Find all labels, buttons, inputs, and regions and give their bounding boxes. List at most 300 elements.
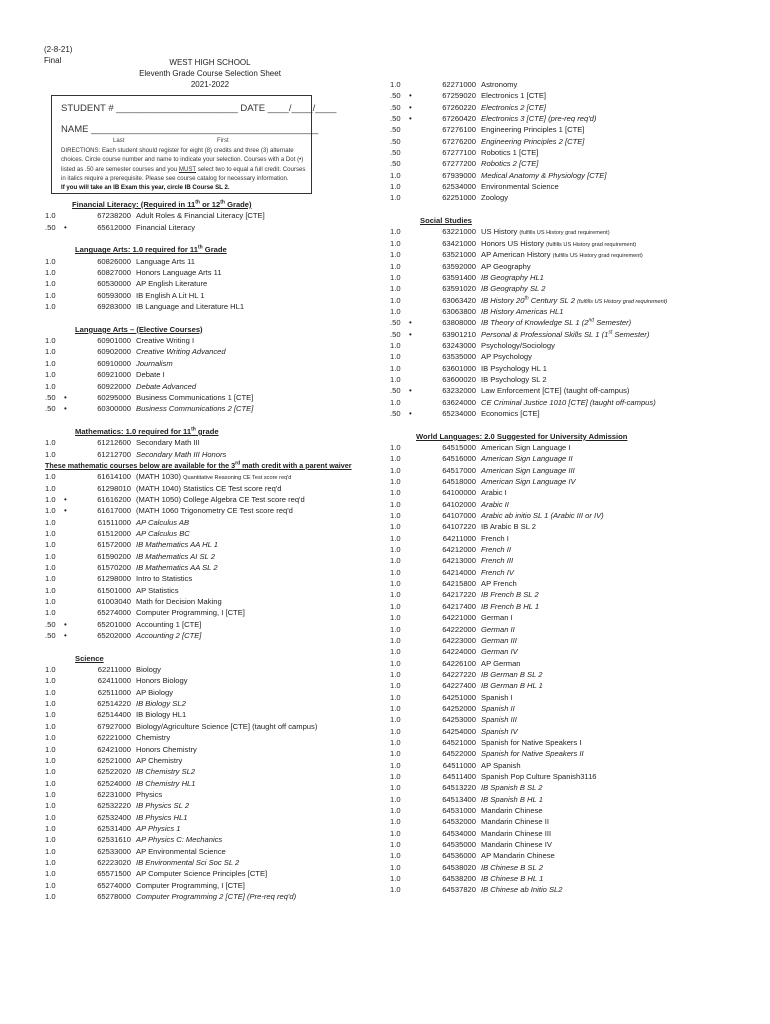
course-row-64212000[interactable]: [390, 544, 730, 555]
course-code[interactable]: 64100000: [442, 488, 476, 498]
course-row-60827000[interactable]: [45, 267, 385, 278]
course-name[interactable]: IB French B HL 1: [481, 601, 540, 611]
course-code[interactable]: 62534000: [442, 182, 476, 192]
course-code[interactable]: 63624000: [442, 397, 476, 407]
course-row-63601000[interactable]: [390, 363, 730, 374]
course-name[interactable]: IB Language and Literature HL1: [136, 302, 245, 312]
course-name[interactable]: Spanish I: [481, 692, 513, 702]
course-row-62532400[interactable]: [45, 812, 385, 823]
course-name[interactable]: Robotics 1 [CTE]: [481, 148, 539, 158]
course-name[interactable]: Mandarin Chinese: [481, 806, 543, 815]
course-name[interactable]: German II: [481, 624, 515, 634]
course-code[interactable]: 64227400: [442, 681, 476, 691]
course-name[interactable]: IB Geography HL1: [481, 272, 544, 282]
course-row-64221000[interactable]: [390, 612, 730, 623]
course-code[interactable]: 64107000: [442, 511, 476, 521]
course-name[interactable]: Mandarin Chinese IV: [481, 840, 552, 850]
course-name[interactable]: Biology/Agriculture Science [CTE] (taught off campus): [136, 721, 318, 731]
course-row-62533000[interactable]: [45, 846, 385, 857]
course-name[interactable]: Arabic I: [481, 488, 507, 498]
course-row-64538200[interactable]: [390, 873, 730, 884]
name-field[interactable]: NAME ___________________________________________: [61, 124, 319, 135]
course-name[interactable]: Spanish for Native Speakers I: [481, 737, 582, 747]
course-row-60921000[interactable]: [45, 369, 385, 380]
course-code[interactable]: 67260220: [442, 102, 476, 112]
course-name[interactable]: Robotics 2 [CTE]: [481, 159, 539, 169]
course-row-64227400[interactable]: [390, 680, 730, 691]
course-code[interactable]: 67276100: [442, 125, 476, 135]
course-code[interactable]: 62211000: [97, 665, 131, 675]
course-row-63063800[interactable]: [390, 306, 730, 317]
course-code[interactable]: 63592000: [442, 261, 476, 271]
course-name[interactable]: AP Mandarin Chinese: [481, 851, 555, 861]
course-name[interactable]: IB Chemistry HL1: [136, 778, 196, 788]
course-row-67260420[interactable]: [390, 113, 730, 124]
course-code[interactable]: 61511000: [97, 517, 131, 527]
course-name[interactable]: Debate I: [136, 370, 165, 380]
course-row-65234000[interactable]: [390, 408, 730, 419]
course-row-63521000[interactable]: [390, 249, 730, 260]
course-row-61003040[interactable]: [45, 596, 385, 607]
course-name[interactable]: Creative Writing Advanced: [136, 347, 226, 357]
course-code[interactable]: 64102000: [442, 499, 476, 509]
course-name[interactable]: Secondary Math III Honors: [136, 449, 227, 459]
course-row-67260220[interactable]: [390, 102, 730, 113]
course-code[interactable]: 61614100: [97, 472, 131, 482]
course-name[interactable]: Honors US History (fulfills US History grad requirement): [481, 238, 637, 248]
course-code[interactable]: 60300000: [97, 404, 131, 414]
course-code[interactable]: 61616200: [97, 494, 131, 504]
course-row-62531610[interactable]: [45, 834, 385, 845]
course-code[interactable]: 61501000: [97, 585, 131, 595]
course-name[interactable]: Electronics 2 [CTE]: [481, 102, 546, 112]
course-name[interactable]: AP German: [481, 658, 521, 668]
course-name[interactable]: Accounting 1 [CTE]: [136, 619, 202, 629]
course-row-63591400[interactable]: [390, 272, 730, 283]
course-row-60300000[interactable]: [45, 403, 385, 414]
course-code[interactable]: 64538020: [442, 862, 476, 872]
course-code[interactable]: 64534000: [442, 828, 476, 838]
course-name[interactable]: Zoology: [481, 193, 509, 203]
course-code[interactable]: 64213000: [442, 556, 476, 566]
course-row-64517000[interactable]: [390, 465, 730, 476]
course-code[interactable]: 60530000: [97, 279, 131, 289]
course-name[interactable]: IB German B SL 2: [481, 669, 543, 679]
course-name[interactable]: IB Physics HL1: [136, 812, 188, 822]
course-name[interactable]: Language Arts 11: [136, 256, 195, 266]
course-row-63600020[interactable]: [390, 374, 730, 385]
course-row-62211000[interactable]: [45, 664, 385, 675]
course-row-62522020[interactable]: [45, 766, 385, 777]
course-row-64213000[interactable]: [390, 555, 730, 566]
course-code[interactable]: 62411000: [97, 676, 131, 686]
course-code[interactable]: 62511000: [97, 687, 131, 697]
course-code[interactable]: 62532400: [97, 812, 131, 822]
course-row-61614100[interactable]: [45, 471, 385, 482]
course-code[interactable]: 60826000: [97, 256, 131, 266]
course-row-64537820[interactable]: [390, 884, 730, 895]
course-name[interactable]: Electronics 1 [CTE]: [481, 91, 546, 101]
course-code[interactable]: 60901000: [97, 336, 131, 346]
course-name[interactable]: IB Spanish B SL 2: [481, 783, 543, 793]
course-name[interactable]: Astronomy: [481, 80, 518, 89]
course-name[interactable]: AP Physics C: Mechanics: [136, 835, 223, 845]
course-code[interactable]: 65571500: [97, 869, 131, 879]
course-code[interactable]: 63591020: [442, 284, 476, 294]
course-code[interactable]: 64226100: [442, 658, 476, 668]
course-name[interactable]: Spanish III: [481, 715, 517, 725]
course-code[interactable]: 63063800: [442, 306, 476, 316]
course-row-61572000[interactable]: [45, 539, 385, 550]
course-code[interactable]: 64252000: [442, 703, 476, 713]
course-name[interactable]: IB Mathematics AA HL 1: [136, 540, 219, 550]
course-row-64511000[interactable]: [390, 760, 730, 771]
course-row-63063420[interactable]: [390, 295, 730, 306]
course-code[interactable]: 63232000: [442, 386, 476, 396]
course-code[interactable]: 64221000: [442, 613, 476, 623]
course-name[interactable]: Accounting 2 [CTE]: [136, 631, 202, 641]
course-code[interactable]: 67260420: [442, 114, 476, 124]
course-row-64536000[interactable]: [390, 850, 730, 861]
course-code[interactable]: 64513220: [442, 783, 476, 793]
course-code[interactable]: 64217220: [442, 590, 476, 600]
course-row-63592000[interactable]: [390, 261, 730, 272]
course-row-61298010[interactable]: [45, 483, 385, 494]
course-name[interactable]: AP French: [481, 579, 517, 589]
course-code[interactable]: 64227220: [442, 669, 476, 679]
course-code[interactable]: 67277100: [442, 148, 476, 158]
course-row-62411000[interactable]: [45, 675, 385, 686]
course-name[interactable]: Mandarin Chinese III: [481, 828, 552, 838]
course-name[interactable]: IB Arabic B SL 2: [481, 522, 537, 532]
course-name[interactable]: Honors Language Arts 11: [136, 268, 222, 278]
course-name[interactable]: AP Environmental Science: [136, 846, 226, 856]
course-code[interactable]: 64535000: [442, 840, 476, 850]
course-row-67277100[interactable]: [390, 147, 730, 158]
course-row-64516000[interactable]: [390, 453, 730, 464]
course-code[interactable]: 61617000: [97, 506, 131, 516]
course-row-64532000[interactable]: [390, 816, 730, 827]
course-code[interactable]: 64107220: [442, 522, 476, 532]
course-code[interactable]: 62271000: [442, 80, 476, 89]
course-code[interactable]: 64211000: [442, 533, 476, 543]
course-row-62531400[interactable]: [45, 823, 385, 834]
course-row-63243000[interactable]: [390, 340, 730, 351]
course-name[interactable]: IB History Americas HL1: [481, 306, 564, 316]
course-row-61512000[interactable]: [45, 528, 385, 539]
course-name[interactable]: AP English Literature: [136, 279, 208, 289]
course-name[interactable]: AP Physics 1: [136, 823, 181, 833]
course-row-67259020[interactable]: [390, 90, 730, 101]
course-code[interactable]: 62532220: [97, 801, 131, 811]
course-code[interactable]: 64532000: [442, 817, 476, 827]
course-name[interactable]: Engineering Principles 2 [CTE]: [481, 136, 585, 146]
course-row-64513400[interactable]: [390, 794, 730, 805]
course-row-64511400[interactable]: [390, 771, 730, 782]
course-row-62223020[interactable]: [45, 857, 385, 868]
course-name[interactable]: US History (fulfills US History grad requirement): [481, 227, 610, 237]
course-name[interactable]: IB Chinese B SL 2: [481, 862, 543, 872]
course-code[interactable]: 64224000: [442, 647, 476, 657]
course-code[interactable]: 63221000: [442, 227, 476, 237]
course-row-60826000[interactable]: [45, 256, 385, 267]
course-code[interactable]: 64536000: [442, 851, 476, 861]
course-row-61617000[interactable]: [45, 505, 385, 516]
course-row-64226100[interactable]: [390, 658, 730, 669]
course-name[interactable]: Math for Decision Making: [136, 597, 222, 607]
course-name[interactable]: Debate Advanced: [136, 381, 197, 391]
course-row-62221000[interactable]: [45, 732, 385, 743]
course-row-62511000[interactable]: [45, 687, 385, 698]
course-code[interactable]: 67277200: [442, 159, 476, 169]
course-code[interactable]: 62514220: [97, 699, 131, 709]
course-code[interactable]: 62251000: [442, 193, 476, 203]
course-code[interactable]: 67927000: [97, 721, 131, 731]
course-name[interactable]: AP Statistics: [136, 585, 179, 595]
course-code[interactable]: 62231000: [97, 789, 131, 799]
course-code[interactable]: 65278000: [97, 891, 131, 901]
course-name[interactable]: IB Theory of Knowledge SL 1 (2nd Semester): [481, 317, 632, 328]
course-code[interactable]: 61212700: [97, 449, 131, 459]
course-name[interactable]: American Sign Language II: [481, 454, 573, 464]
course-code[interactable]: 64521000: [442, 737, 476, 747]
course-code[interactable]: 62514400: [97, 710, 131, 720]
course-code[interactable]: 63808000: [442, 318, 476, 328]
course-row-64535000[interactable]: [390, 839, 730, 850]
course-name[interactable]: CE Criminal Justice 1010 [CTE] (taught off-campus): [481, 397, 656, 407]
course-row-67276100[interactable]: [390, 124, 730, 135]
course-name[interactable]: IB French B SL 2: [481, 590, 539, 600]
course-code[interactable]: 60827000: [97, 268, 131, 278]
course-code[interactable]: 60593000: [97, 290, 131, 300]
course-name[interactable]: Spanish Pop Culture Spanish3116: [481, 771, 597, 781]
course-code[interactable]: 61212600: [97, 438, 131, 448]
course-name[interactable]: Intro to Statistics: [136, 574, 193, 584]
course-name[interactable]: Computer Programming 2 [CTE] (Pre-req req'd): [136, 891, 297, 901]
course-code[interactable]: 64214000: [442, 567, 476, 577]
course-name[interactable]: IB Spanish B HL 1: [481, 794, 543, 804]
course-row-63901210[interactable]: [390, 329, 730, 340]
course-name[interactable]: Business Communications 1 [CTE]: [136, 392, 254, 402]
course-row-62271000[interactable]: [390, 79, 730, 90]
course-row-61501000[interactable]: [45, 585, 385, 596]
course-name[interactable]: Journalism: [136, 358, 173, 368]
course-code[interactable]: 67276200: [442, 136, 476, 146]
course-name[interactable]: IB Psychology SL 2: [481, 374, 547, 384]
course-code[interactable]: 64518000: [442, 477, 476, 487]
course-name[interactable]: IB Chinese ab Initio SL2: [481, 885, 563, 895]
course-code[interactable]: 62421000: [97, 744, 131, 754]
course-code[interactable]: 62531610: [97, 835, 131, 845]
course-code[interactable]: 64511400: [442, 771, 476, 781]
course-row-63221000[interactable]: [390, 226, 730, 237]
course-name[interactable]: AP Calculus BC: [136, 528, 190, 538]
course-row-67277200[interactable]: [390, 158, 730, 169]
course-row-63808000[interactable]: [390, 317, 730, 328]
course-name[interactable]: AP Psychology: [481, 352, 532, 362]
course-name[interactable]: IB Chemistry SL2: [136, 767, 196, 777]
course-row-64107000[interactable]: [390, 510, 730, 521]
course-name[interactable]: IB Biology HL1: [136, 710, 187, 720]
course-code[interactable]: 64254000: [442, 726, 476, 736]
course-name[interactable]: AP Spanish: [481, 760, 521, 770]
course-code[interactable]: 65202000: [97, 631, 131, 641]
course-code[interactable]: 60902000: [97, 347, 131, 357]
course-row-63232000[interactable]: [390, 385, 730, 396]
course-row-64107220[interactable]: [390, 521, 730, 532]
course-code[interactable]: 61298000: [97, 574, 131, 584]
course-name[interactable]: IB History 20th Century SL 2 (fulfills US History grad requirement): [481, 295, 668, 305]
course-name[interactable]: American Sign Language I: [481, 443, 571, 452]
course-name[interactable]: Biology: [136, 665, 161, 675]
course-name[interactable]: AP Chemistry: [136, 755, 183, 765]
course-row-65202000[interactable]: [45, 630, 385, 641]
course-name[interactable]: IB Mathematics AI SL 2: [136, 551, 215, 561]
course-name[interactable]: German IV: [481, 647, 518, 657]
course-code[interactable]: 63521000: [442, 250, 476, 260]
course-name[interactable]: Arabic ab initio SL 1 (Arabic III or IV): [481, 511, 604, 521]
course-row-61590200[interactable]: [45, 551, 385, 562]
course-row-61511000[interactable]: [45, 517, 385, 528]
course-name[interactable]: French II: [481, 545, 511, 555]
course-row-60910000[interactable]: [45, 358, 385, 369]
course-row-69283000[interactable]: [45, 301, 385, 312]
course-name[interactable]: Environmental Science: [481, 182, 559, 192]
course-code[interactable]: 63063420: [442, 295, 476, 305]
course-row-60902000[interactable]: [45, 346, 385, 357]
course-row-67238200[interactable]: [45, 210, 385, 221]
course-name[interactable]: Adult Roles & Financial Literacy [CTE]: [136, 211, 265, 221]
course-code[interactable]: 63243000: [442, 340, 476, 350]
course-code[interactable]: 65201000: [97, 619, 131, 629]
course-name[interactable]: French IV: [481, 567, 514, 577]
course-code[interactable]: 61570200: [97, 563, 131, 572]
course-row-64100000[interactable]: [390, 487, 730, 498]
course-name[interactable]: IB Physics SL 2: [136, 801, 190, 811]
course-name[interactable]: Computer Programming, I [CTE]: [136, 608, 245, 618]
course-code[interactable]: 65274000: [97, 880, 131, 890]
course-code[interactable]: 60910000: [97, 358, 131, 368]
course-name[interactable]: IB English A Lit HL 1: [136, 290, 205, 300]
course-row-64515000[interactable]: [390, 442, 730, 453]
course-name[interactable]: (MATH 1040) Statistics CE Test score req'd: [136, 483, 282, 493]
course-name[interactable]: French I: [481, 533, 509, 543]
course-row-62251000[interactable]: [390, 192, 730, 203]
course-row-61212600[interactable]: [45, 437, 385, 448]
course-name[interactable]: AP Geography: [481, 261, 531, 271]
course-code[interactable]: 64212000: [442, 545, 476, 555]
course-name[interactable]: AP Calculus AB: [136, 517, 190, 527]
course-code[interactable]: 64217400: [442, 601, 476, 611]
course-row-60922000[interactable]: [45, 381, 385, 392]
course-row-67927000[interactable]: [45, 721, 385, 732]
course-code[interactable]: 64517000: [442, 465, 476, 475]
course-row-62534000[interactable]: [390, 181, 730, 192]
course-name[interactable]: Personal & Professional Skills SL 1 (1st Semester): [481, 329, 650, 339]
course-name[interactable]: (MATH 1030) Quantitative Reasoning CE Test score req'd: [136, 472, 292, 482]
course-code[interactable]: 67939000: [442, 170, 476, 180]
course-code[interactable]: 64515000: [442, 443, 476, 452]
course-code[interactable]: 64253000: [442, 715, 476, 725]
course-name[interactable]: AP Computer Science Principles [CTE]: [136, 869, 268, 879]
course-row-65274000[interactable]: [45, 880, 385, 891]
course-row-64518000[interactable]: [390, 476, 730, 487]
course-code[interactable]: 63601000: [442, 363, 476, 373]
course-name[interactable]: AP Biology: [136, 687, 174, 697]
course-row-60530000[interactable]: [45, 278, 385, 289]
course-name[interactable]: Arabic II: [481, 499, 509, 509]
course-code[interactable]: 62524000: [97, 778, 131, 788]
course-row-65612000[interactable]: [45, 222, 385, 233]
course-name[interactable]: Medical Anatomy & Physiology [CTE]: [481, 170, 607, 180]
course-row-64222000[interactable]: [390, 624, 730, 635]
course-row-61570200[interactable]: [45, 562, 385, 573]
course-code[interactable]: 62533000: [97, 846, 131, 856]
course-name[interactable]: Physics: [136, 789, 163, 799]
course-code[interactable]: 64223000: [442, 635, 476, 645]
course-row-64211000[interactable]: [390, 533, 730, 544]
course-name[interactable]: IB Mathematics AA SL 2: [136, 563, 218, 572]
course-code[interactable]: 65274000: [97, 608, 131, 618]
course-row-63624000[interactable]: [390, 397, 730, 408]
course-name[interactable]: IB Biology SL2: [136, 699, 186, 709]
course-name[interactable]: Business Communications 2 [CTE]: [136, 404, 254, 414]
course-code[interactable]: 63600020: [442, 374, 476, 384]
course-code[interactable]: 61512000: [97, 528, 131, 538]
course-name[interactable]: (MATH 1050) College Algebra CE Test score req'd: [136, 494, 305, 504]
course-row-65571500[interactable]: [45, 868, 385, 879]
course-name[interactable]: IB Geography SL 2: [481, 284, 546, 294]
course-code[interactable]: 63535000: [442, 352, 476, 362]
course-name[interactable]: German I: [481, 613, 513, 623]
course-name[interactable]: IB Psychology HL 1: [481, 363, 547, 373]
course-code[interactable]: 61590200: [97, 551, 131, 561]
course-code[interactable]: 63591400: [442, 272, 476, 282]
course-code[interactable]: 64522000: [442, 749, 476, 759]
course-name[interactable]: Financial Literacy: [136, 222, 196, 232]
student-number-date-field[interactable]: STUDENT # _______________________ DATE ____/____/____: [61, 103, 337, 114]
course-name[interactable]: IB Chinese B HL 1: [481, 874, 544, 884]
course-row-64214000[interactable]: [390, 567, 730, 578]
course-name[interactable]: Spanish II: [481, 703, 515, 713]
course-row-63591020[interactable]: [390, 283, 730, 294]
course-code[interactable]: 69283000: [97, 302, 131, 312]
course-row-62421000[interactable]: [45, 744, 385, 755]
course-row-63421000[interactable]: [390, 238, 730, 249]
course-code[interactable]: 60921000: [97, 370, 131, 380]
course-name[interactable]: Spanish IV: [481, 726, 518, 736]
course-row-61212700[interactable]: [45, 449, 385, 460]
course-row-64251000[interactable]: [390, 692, 730, 703]
course-row-67276200[interactable]: [390, 136, 730, 147]
course-code[interactable]: 64537820: [442, 885, 476, 895]
course-code[interactable]: 64511000: [442, 760, 476, 770]
course-row-64217220[interactable]: [390, 589, 730, 600]
course-code[interactable]: 64251000: [442, 692, 476, 702]
course-code[interactable]: 60295000: [97, 392, 131, 402]
course-row-64224000[interactable]: [390, 646, 730, 657]
course-row-67939000[interactable]: [390, 170, 730, 181]
course-name[interactable]: Mandarin Chinese II: [481, 817, 549, 827]
course-name[interactable]: Economics [CTE]: [481, 408, 540, 418]
course-row-63535000[interactable]: [390, 351, 730, 362]
course-code[interactable]: 64516000: [442, 454, 476, 464]
course-code[interactable]: 64222000: [442, 624, 476, 634]
course-name[interactable]: Electronics 3 [CTE] (pre-req req'd): [481, 114, 597, 124]
course-row-60593000[interactable]: [45, 290, 385, 301]
course-row-65201000[interactable]: [45, 619, 385, 630]
course-name[interactable]: Computer Programming, I [CTE]: [136, 880, 245, 890]
